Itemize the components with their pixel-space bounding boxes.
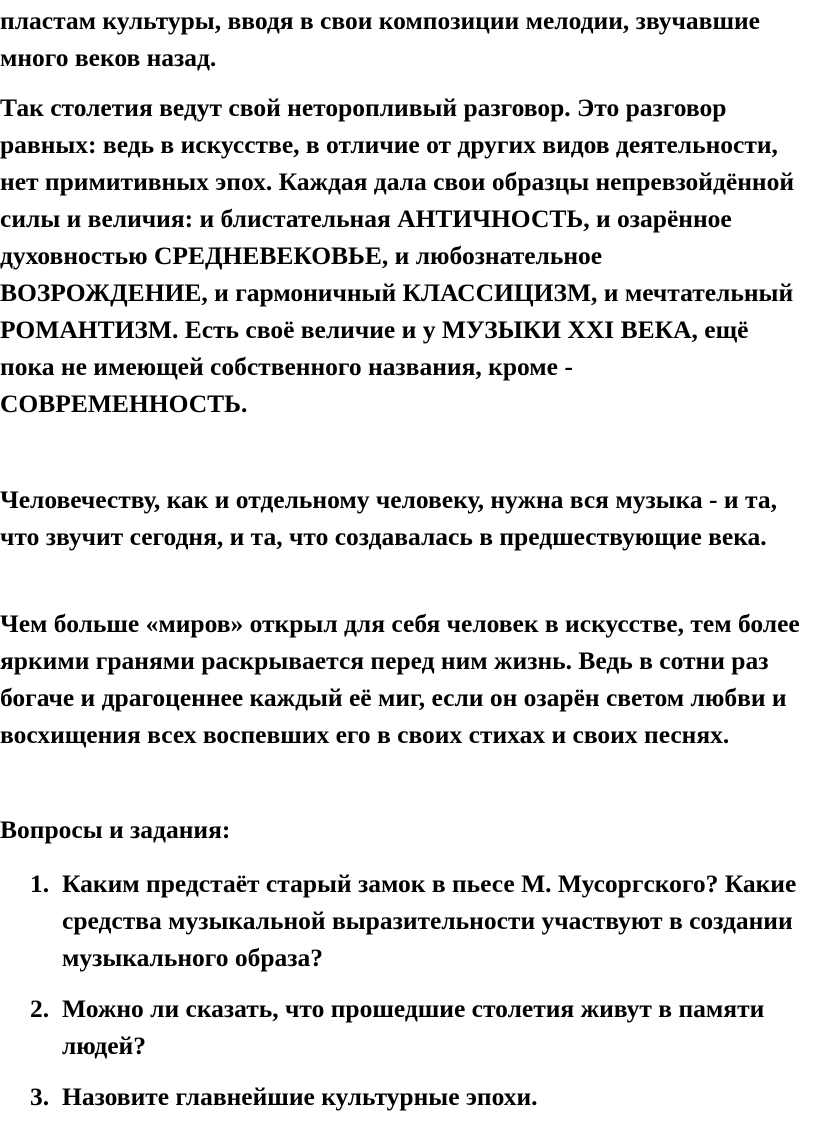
question-number: 1. <box>30 869 50 898</box>
question-text: Назовите главнейшие культурные эпохи. <box>62 1082 538 1111</box>
question-text: Каким предстаёт старый замок в пьесе М. Мусоргского? Какие средства музыкальной выразительности участвуют в создании музыкального образа? <box>62 869 797 972</box>
question-item <box>0 865 806 976</box>
question-text: Можно ли сказать, что прошедшие столетия живут в памяти людей? <box>62 994 765 1060</box>
question-item <box>0 1078 806 1115</box>
paragraph-centuries-dialogue: Так столетия ведут свой неторопливый разговор. Это разговор равных: ведь в искусстве, в отличие от других видов деятельности, нет примитивных эпох. Каждая дала свои образцы непревзойдённой силы и величия: и блистательная АНТИЧНОСТЬ, и озарённое духовностью СРЕДНЕВЕКОВЬЕ, и любознательное ВОЗРОЖДЕНИЕ, и гармоничный КЛАССИЦИЗМ, и мечтательный РОМАНТИЗМ. Есть своё величие и у МУЗЫКИ XXI ВЕКА, ещё пока не имеющей собственного названия, кроме - СОВРЕМЕННОСТЬ. <box>0 93 795 418</box>
question-item <box>0 990 806 1064</box>
question-number: 3. <box>30 1082 50 1111</box>
paragraph-worlds-of-art: Чем больше «миров» открыл для себя человек в искусстве, тем более яркими гранями раскрывается перед ним жизнь. Ведь в сотни раз богаче и драгоценнее каждый её миг, если он озарён светом любви и восхищения всех воспевших его в своих стихах и своих песнях. <box>0 609 800 749</box>
paragraph-continuation: пластам культуры, вводя в свои композиции мелодии, звучавшие много веков назад. <box>0 6 760 72</box>
paragraph-humanity-needs-music: Человечеству, как и отдельному человеку, нужна вся музыка - и та, что звучит сегодня, и та, что создавалась в предшествующие века. <box>0 485 777 551</box>
questions-heading: Вопросы и задания: <box>0 815 231 844</box>
question-number: 2. <box>30 994 50 1023</box>
